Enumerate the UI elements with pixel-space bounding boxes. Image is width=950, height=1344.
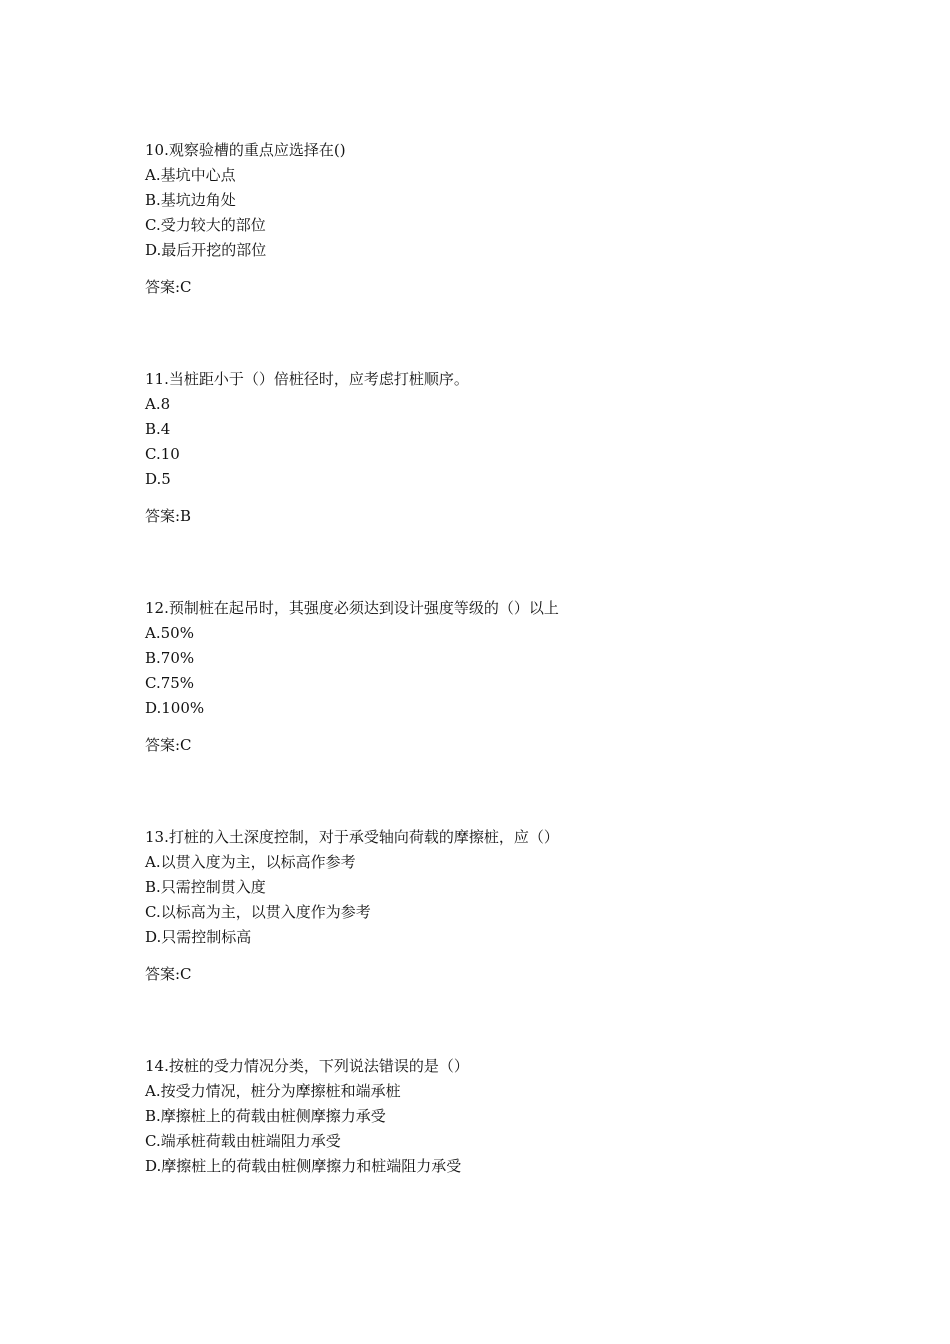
question-13 — [145, 825, 845, 987]
option-b: B.4 — [145, 420, 171, 438]
question-10 — [145, 138, 845, 300]
option-d: D.100% — [145, 699, 205, 717]
option-c: C.受力较大的部位 — [145, 216, 266, 234]
option-d: D.最后开挖的部位 — [145, 241, 267, 259]
question-stem: 12.预制桩在起吊时，其强度必须达到设计强度等级的（）以上 — [145, 599, 559, 617]
question-stem: 13.打桩的入土深度控制，对于承受轴向荷载的摩擦桩，应（） — [145, 828, 559, 846]
option-b: B.70% — [145, 649, 195, 667]
option-a: A.50% — [145, 624, 194, 642]
option-c: C.10 — [145, 445, 180, 463]
question-14 — [145, 1054, 845, 1179]
option-d: D.只需控制标高 — [145, 928, 252, 946]
answer-text: 答案:B — [145, 507, 192, 525]
answer-text: 答案:C — [145, 278, 192, 296]
option-c: C.端承桩荷载由桩端阻力承受 — [145, 1132, 341, 1150]
option-b: B.只需控制贯入度 — [145, 878, 266, 896]
question-stem: 10.观察验槽的重点应选择在() — [145, 141, 346, 159]
question-12 — [145, 596, 845, 758]
option-c: C.75% — [145, 674, 195, 692]
option-a: A.以贯入度为主，以标高作参考 — [145, 853, 356, 871]
option-b: B.摩擦桩上的荷载由桩侧摩擦力承受 — [145, 1107, 386, 1125]
answer-text: 答案:C — [145, 736, 192, 754]
answer-text: 答案:C — [145, 965, 192, 983]
option-a: A.按受力情况，桩分为摩擦桩和端承桩 — [145, 1082, 401, 1100]
option-a: A.基坑中心点 — [145, 166, 236, 184]
option-d: D.摩擦桩上的荷载由桩侧摩擦力和桩端阻力承受 — [145, 1157, 462, 1175]
option-b: B.基坑边角处 — [145, 191, 236, 209]
option-c: C.以标高为主，以贯入度作为参考 — [145, 903, 371, 921]
option-d: D.5 — [145, 470, 171, 488]
question-stem: 14.按桩的受力情况分类，下列说法错误的是（） — [145, 1057, 469, 1075]
question-11 — [145, 367, 845, 529]
option-a: A.8 — [145, 395, 171, 413]
question-stem: 11.当桩距小于（）倍桩径时，应考虑打桩顺序。 — [145, 370, 469, 388]
